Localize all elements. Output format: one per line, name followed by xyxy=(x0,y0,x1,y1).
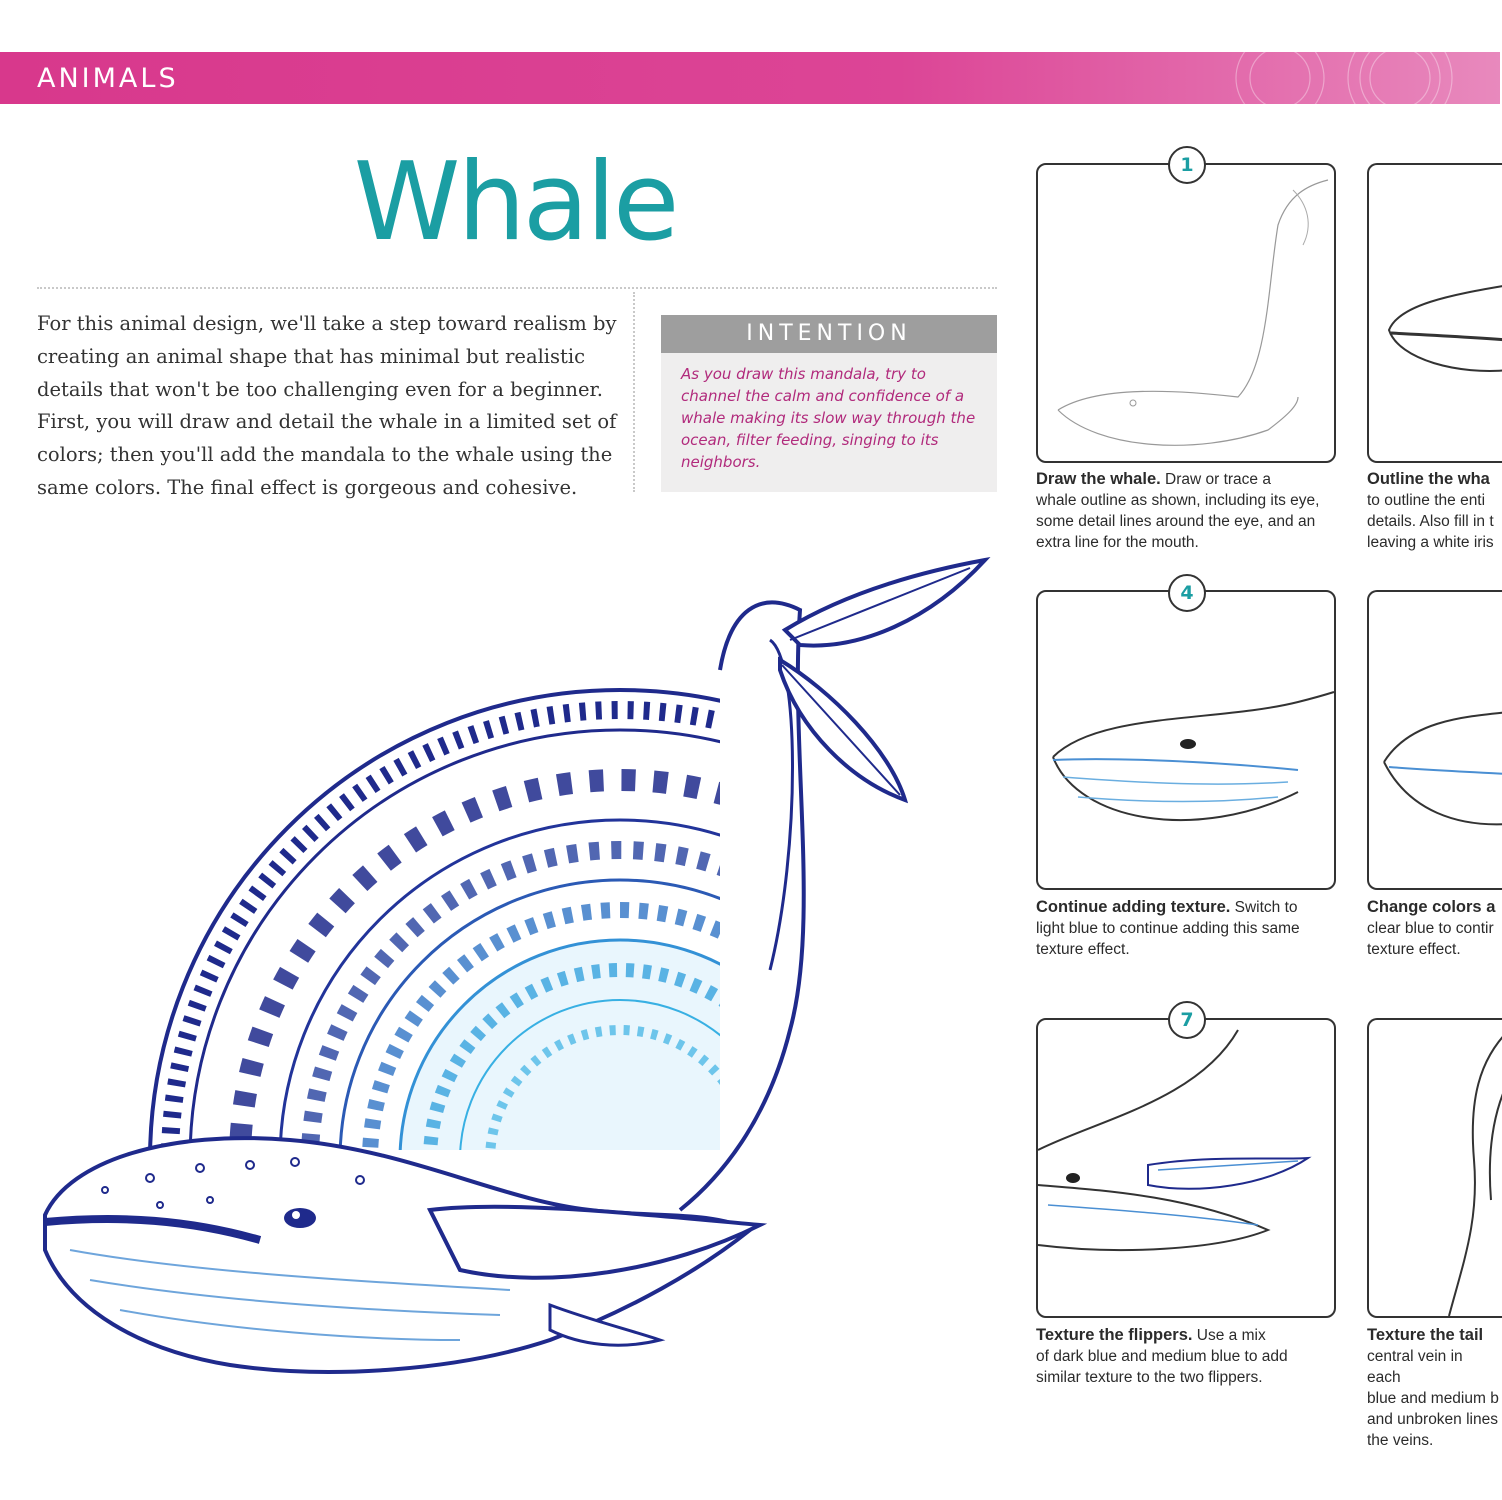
step-5-caption xyxy=(1367,897,1500,967)
step-7-number: 7 xyxy=(1168,1001,1206,1039)
banner-pattern xyxy=(980,52,1500,104)
step-7-sketch xyxy=(1038,1020,1334,1316)
intention-box xyxy=(661,315,997,492)
divider xyxy=(633,292,635,492)
step-5-sketch xyxy=(1369,592,1502,888)
step-4-caption xyxy=(1036,897,1346,967)
step-4-panel xyxy=(1036,590,1336,890)
divider xyxy=(37,287,997,289)
step-4-body: Switch to light blue to continue adding this same texture effect. xyxy=(1036,899,1300,958)
step-4-title: Continue adding texture. xyxy=(1036,898,1231,916)
whale-mandala-illustration xyxy=(30,550,1000,1430)
step-2-body: to outline the enti details. Also fill in t leaving a white iris xyxy=(1367,492,1494,551)
step-8-title: Texture the tail xyxy=(1367,1326,1484,1344)
step-8-body: central vein in each blue and medium b and unbroken lines the veins. xyxy=(1367,1348,1499,1449)
step-2-title: Outline the wha xyxy=(1367,470,1490,488)
section-banner xyxy=(0,52,1500,104)
step-5-body: clear blue to contir texture effect. xyxy=(1367,920,1494,958)
step-2-caption xyxy=(1367,469,1500,559)
step-8-sketch xyxy=(1369,1020,1502,1316)
step-7-body: Use a mix of dark blue and medium blue to add similar texture to the two flippers. xyxy=(1036,1327,1288,1386)
page-title: Whale xyxy=(353,140,677,265)
step-7-panel xyxy=(1036,1018,1336,1318)
intro-paragraph: For this animal design, we'll take a step toward realism by creating an animal shape that has minimal but realistic details that won't be too challenging even for a beginner. First, you will draw and detail the whale in a limited set of colors; then you'll add the mandala to the whale using the same colors. The final effect is gorgeous and cohesive. xyxy=(37,312,617,499)
step-2-panel xyxy=(1367,163,1502,463)
step-1-caption xyxy=(1036,469,1346,559)
section-label: ANIMALS xyxy=(37,63,179,94)
step-8-caption xyxy=(1367,1325,1500,1449)
step-7-title: Texture the flippers. xyxy=(1036,1326,1193,1344)
step-1-panel xyxy=(1036,163,1336,463)
step-7-caption xyxy=(1036,1325,1346,1395)
step-4-number: 4 xyxy=(1168,574,1206,612)
intention-text: As you draw this mandala, try to channel the calm and confidence of a whale making its slow way through the ocean, filter feeding, singing to its neighbors. xyxy=(681,365,976,471)
step-8-panel xyxy=(1367,1018,1502,1318)
step-5-panel xyxy=(1367,590,1502,890)
step-1-title: Draw the whale. xyxy=(1036,470,1161,488)
step-2-sketch xyxy=(1369,165,1502,461)
step-1-sketch xyxy=(1038,165,1334,461)
intention-heading: INTENTION xyxy=(661,315,997,353)
step-1-body: Draw or trace a whale outline as shown, including its eye, some detail lines around the eye, and an extra line for the mouth. xyxy=(1036,471,1320,551)
step-1-number: 1 xyxy=(1168,146,1206,184)
step-4-sketch xyxy=(1038,592,1334,888)
step-5-title: Change colors a xyxy=(1367,898,1496,916)
